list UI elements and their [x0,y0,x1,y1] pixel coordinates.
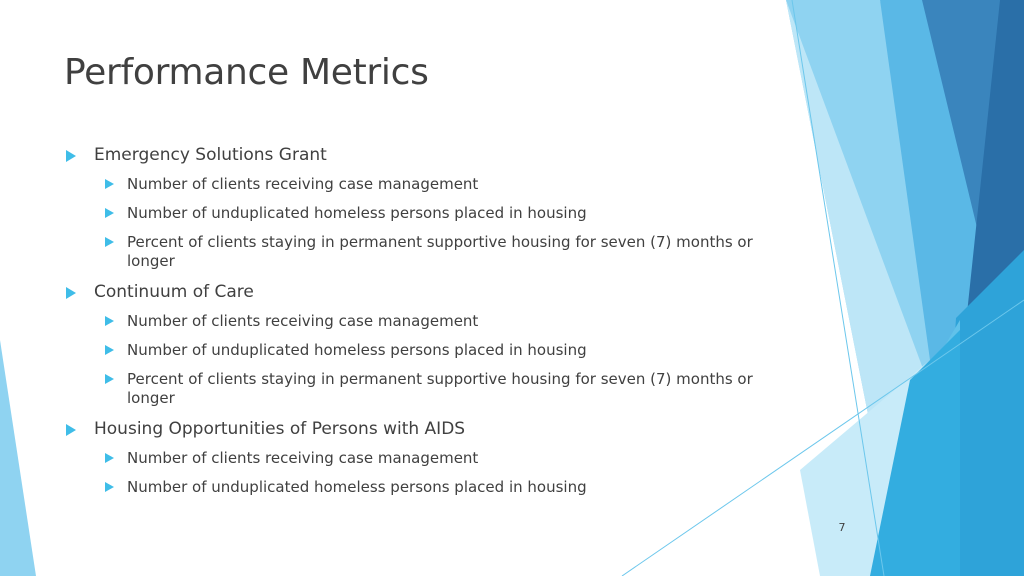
list-item-text: Percent of clients staying in permanent supportive housing for seven (7) months or longer [127,370,753,407]
section-heading: Continuum of Care [94,282,254,302]
bullet-arrow-icon [66,150,76,162]
bullet-arrow-icon [105,208,114,218]
bullet-arrow-icon [105,345,114,355]
list-item-text: Number of clients receiving case management [127,312,479,330]
bullet-arrow-icon [105,179,114,189]
bullet-arrow-icon [105,316,114,326]
bullet-arrow-icon [105,482,114,492]
list-item-text: Number of clients receiving case management [127,175,479,193]
slide-number: 7 [838,521,846,534]
bullet-arrow-icon [66,424,76,436]
slide-title: Performance Metrics [64,52,429,93]
bullet-arrow-icon [66,287,76,299]
section-heading: Housing Opportunities of Persons with AIDS [94,419,466,439]
bullet-arrow-icon [105,453,114,463]
list-item-text: Percent of clients staying in permanent supportive housing for seven (7) months or longer [127,233,753,270]
bullet-arrow-icon [105,237,114,247]
list-item-text: Number of unduplicated homeless persons placed in housing [127,204,587,222]
list-item-text: Number of clients receiving case management [127,449,479,467]
section-heading: Emergency Solutions Grant [94,145,327,165]
bullet-arrow-icon [105,374,114,384]
list-item-text: Number of unduplicated homeless persons placed in housing [127,478,587,496]
list-item-text: Number of unduplicated homeless persons placed in housing [127,341,587,359]
